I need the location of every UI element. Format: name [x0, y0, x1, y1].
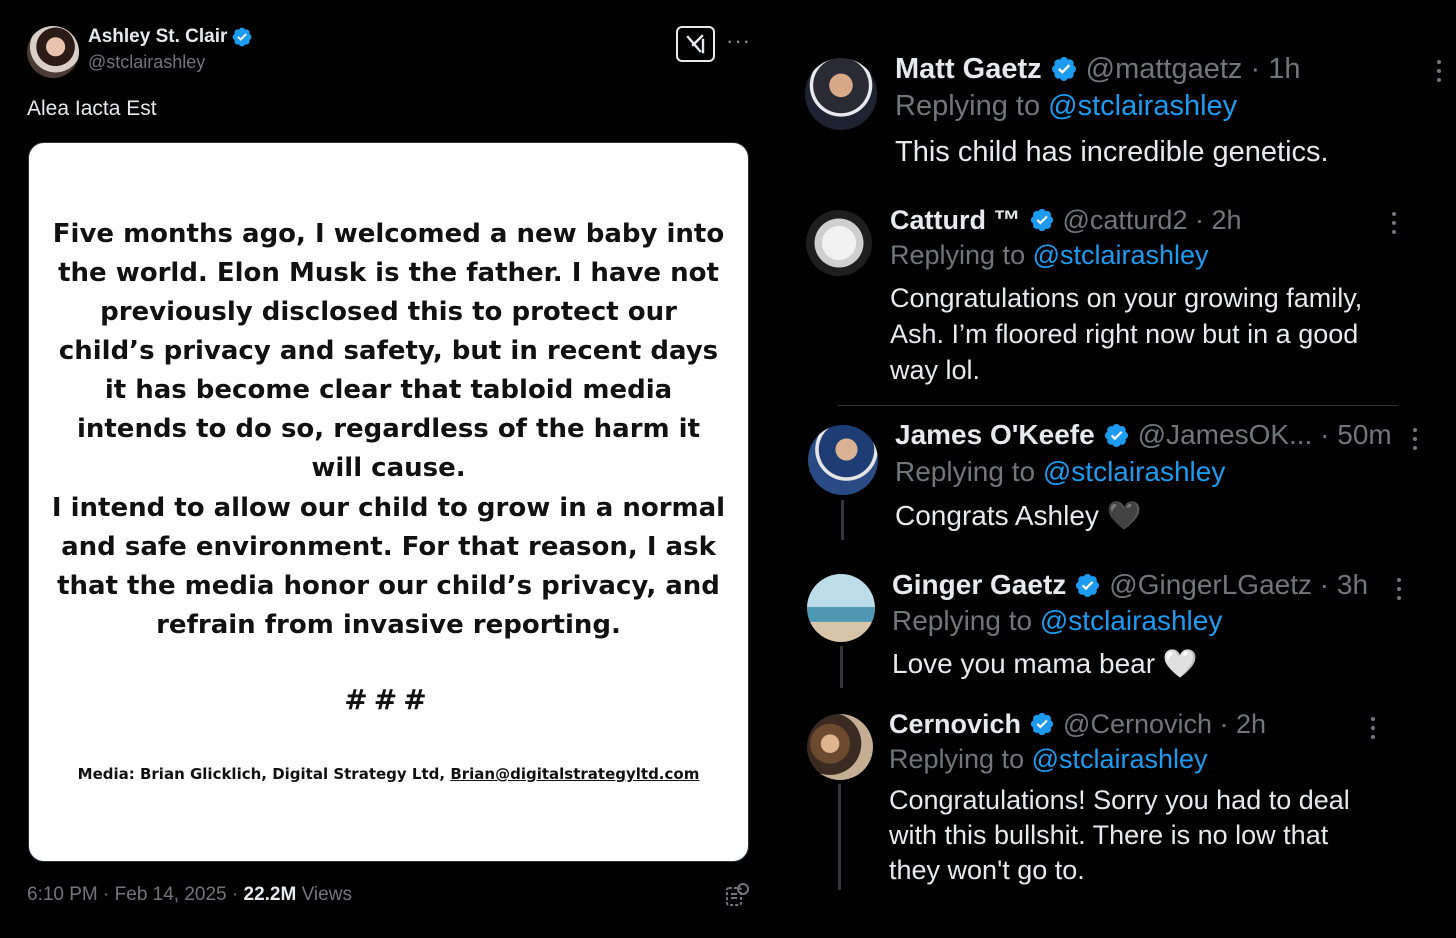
media-contact — [29, 765, 748, 783]
more-options-icon[interactable] — [1397, 578, 1403, 605]
statement-image[interactable] — [28, 142, 749, 862]
reply-avatar[interactable] — [807, 714, 873, 780]
reply-body: Congrats Ashley 🖤 — [895, 500, 1142, 531]
reply-author-name[interactable]: James O'Keefe — [895, 419, 1095, 450]
statement-end-marks: ### — [344, 683, 433, 716]
more-options-icon[interactable] — [1371, 717, 1377, 744]
reply-body: Congratulations on your growing family, Ash. I’m floored right now but in a good way lol. — [890, 283, 1363, 385]
verified-badge-icon — [1029, 207, 1055, 233]
reply-author-name[interactable]: Ginger Gaetz — [892, 569, 1067, 600]
views-label: Views — [296, 884, 352, 905]
verified-badge-icon — [231, 26, 253, 48]
reply-handle[interactable]: @Cernovich · 2h — [1063, 708, 1267, 739]
author-name[interactable] — [88, 26, 253, 48]
replying-to-prefix: Replying to — [889, 744, 1032, 774]
tweet-timestamp[interactable]: 6:10 PM · Feb 14, 2025 · — [27, 884, 244, 905]
reply-body: Love you mama bear 🤍 — [892, 648, 1198, 679]
replying-to-link[interactable]: @stclairashley — [1042, 456, 1226, 487]
reply-header — [895, 50, 1300, 88]
replying-to-link[interactable]: @stclairashley — [1032, 240, 1209, 270]
replying-to-link[interactable]: @stclairashley — [1039, 605, 1223, 636]
verified-badge-icon — [1029, 711, 1055, 737]
tweet-text: Alea Iacta Est — [27, 97, 157, 120]
reply-header — [892, 566, 1368, 604]
tweet-meta — [27, 884, 352, 906]
reply-avatar[interactable] — [805, 58, 877, 130]
reply-body: Congratulations! Sorry you had to deal with this bullshit. There is no low that they won't go to. — [889, 785, 1350, 885]
replying-to-prefix: Replying to — [895, 90, 1049, 122]
reply-header — [889, 706, 1266, 742]
thread-connector — [838, 784, 841, 890]
reply-avatar[interactable] — [807, 574, 875, 642]
thread-connector — [840, 646, 843, 688]
replying-to — [895, 456, 1225, 488]
more-options-icon[interactable] — [1437, 60, 1443, 87]
replying-to-link[interactable]: @stclairashley — [1031, 744, 1208, 774]
verified-badge-icon — [1103, 422, 1130, 449]
reply-avatar[interactable] — [808, 425, 878, 495]
replying-to — [890, 240, 1209, 271]
media-contact-email: Brian@digitalstrategyltd.com — [450, 765, 700, 783]
replying-to — [889, 744, 1208, 775]
reply-author-name[interactable]: Matt Gaetz — [895, 52, 1042, 85]
reply-author-name[interactable]: Catturd ™ — [890, 204, 1021, 235]
verified-badge-icon — [1074, 572, 1101, 599]
thread-connector — [841, 500, 844, 540]
reply-divider — [838, 405, 1398, 406]
reply-body: This child has incredible genetics. — [895, 136, 1329, 168]
verified-badge-icon — [1050, 55, 1078, 83]
author-name-text[interactable]: Ashley St. Clair — [88, 26, 228, 47]
replying-to — [895, 90, 1237, 123]
more-options-icon[interactable] — [1392, 212, 1398, 239]
replying-to-link[interactable]: @stclairashley — [1048, 90, 1238, 122]
views-count: 22.2M — [243, 884, 297, 905]
author-avatar[interactable] — [27, 26, 79, 78]
reply-handle[interactable]: @catturd2 · 2h — [1062, 204, 1242, 235]
reply-avatar[interactable] — [806, 210, 872, 276]
bookmark-icon[interactable] — [724, 882, 750, 908]
more-options-icon[interactable] — [1413, 428, 1419, 455]
media-contact-label: Media: Brian Glicklich, Digital Strategy Ltd, — [77, 765, 446, 783]
more-options-icon[interactable]: ··· — [726, 28, 751, 53]
statement-paragraph-1: Five months ago, I welcomed a new baby into the world. Elon Musk is the father. I have not previously disclosed this to protect our child’s privacy and safety, but in recent days it has become clear that tabloid media intends to do so, regardless of the harm it will cause. — [52, 219, 725, 483]
author-handle[interactable]: @stclairashley — [88, 52, 206, 72]
reply-author-name[interactable]: Cernovich — [889, 708, 1022, 739]
reply-header — [890, 202, 1242, 238]
replying-to — [892, 605, 1222, 637]
statement-paragraph-2: I intend to allow our child to grow in a normal and safe environment. For that reason, I ask that the media honor our child’s privacy, and refrain from invasive reporting. — [51, 493, 726, 640]
grok-icon[interactable] — [676, 26, 715, 62]
replying-to-prefix: Replying to — [892, 605, 1040, 636]
reply-header — [895, 416, 1392, 454]
reply-handle[interactable]: @mattgaetz · 1h — [1085, 52, 1301, 85]
replying-to-prefix: Replying to — [895, 456, 1043, 487]
grok-glyph-icon — [684, 32, 708, 56]
reply-handle[interactable]: @JamesOK... · 50m — [1137, 419, 1392, 450]
replying-to-prefix: Replying to — [890, 240, 1033, 270]
reply-handle[interactable]: @GingerLGaetz · 3h — [1109, 569, 1369, 600]
